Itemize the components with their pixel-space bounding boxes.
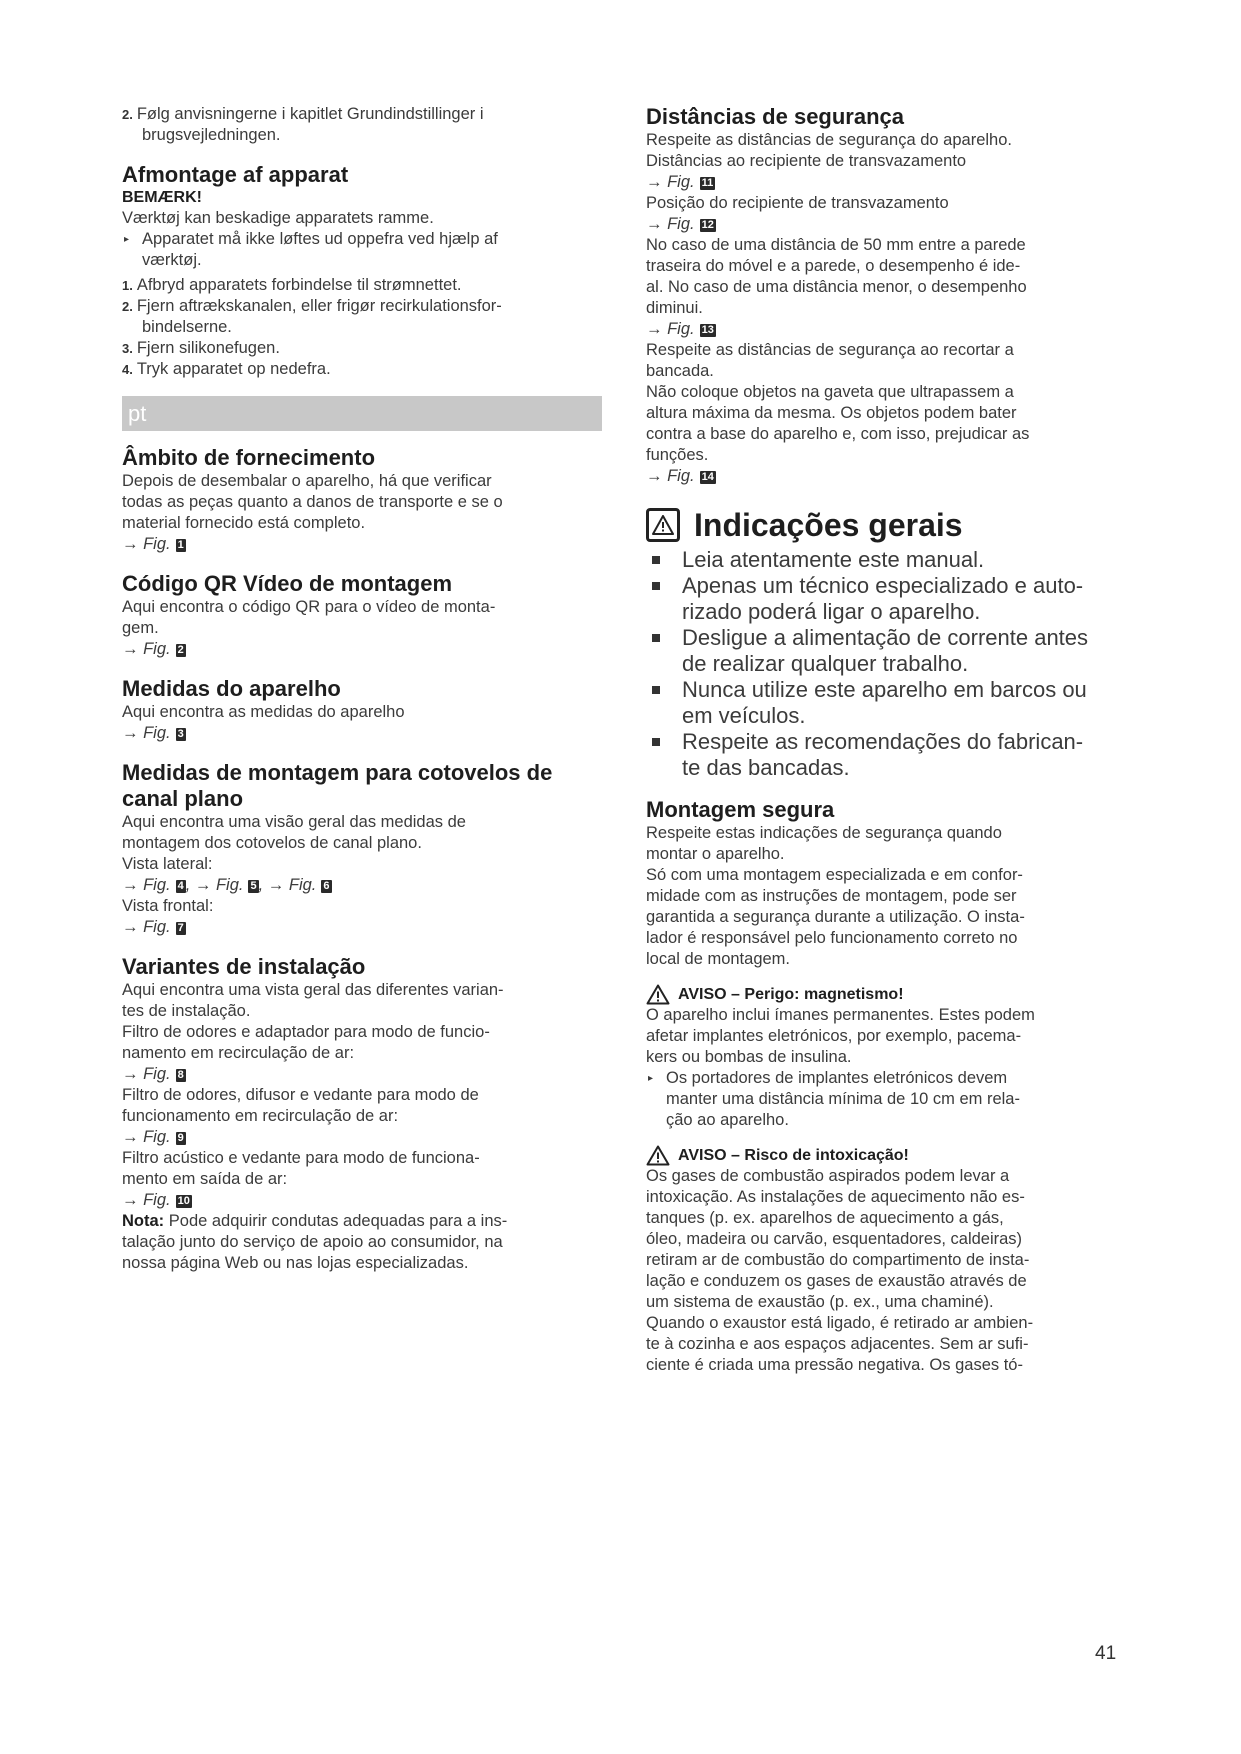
- list-item: 3. Fjern silikonefugen.: [122, 339, 280, 357]
- notice-label: BEMÆRK!: [122, 189, 202, 206]
- figure-badge: 11: [701, 177, 714, 189]
- section-title-qr: Código QR Vídeo de montagem: [122, 571, 453, 596]
- warning-magnetism: AVISO – Perigo: magnetismo!: [646, 984, 1142, 1005]
- figure-badge: 10: [177, 1195, 190, 1207]
- list-item: 1. Afbryd apparatets forbindelse til strømnettet.: [122, 276, 462, 294]
- square-bullet-icon: [652, 556, 660, 564]
- figure-badge: 2: [177, 644, 184, 656]
- list-item: Respeite as recomendações do fabrican- te das bancadas.: [646, 729, 1142, 781]
- figure-badge: 4: [177, 880, 184, 892]
- figure-reference: → Fig. 2: [122, 640, 184, 658]
- general-indications-header: [646, 507, 1142, 543]
- notice-text: Værktøj kan beskadige apparatets ramme.: [122, 209, 434, 227]
- section-title-cotovelos: Medidas de montagem para cotovelos de canal plano: [122, 760, 553, 811]
- section-title-distancias: Distâncias de segurança: [646, 104, 905, 129]
- section-title-variantes: Variantes de instalação: [122, 954, 366, 979]
- warning-action: ▸ Os portadores de implantes eletrónicos devem manter uma distância mínima de 10 cm em rela- ção ao aparelho.: [648, 1069, 1020, 1129]
- figure-badge: 8: [177, 1069, 184, 1081]
- section-title-indicacoes: Indicações gerais: [694, 507, 963, 543]
- figure-reference: → Fig. 3: [122, 724, 184, 742]
- list-item: 4. Tryk apparatet op nedefra.: [122, 360, 331, 378]
- figure-badge: 12: [701, 219, 714, 231]
- figure-badge: 1: [177, 539, 184, 551]
- warning-triangle-icon: [646, 1145, 670, 1166]
- list-item: Desligue a alimentação de corrente antes de realizar qualquer trabalho.: [646, 625, 1142, 677]
- section-title-afmontage: Afmontage af apparat: [122, 162, 349, 187]
- figure-badge: 3: [177, 728, 184, 740]
- figure-badge: 14: [701, 471, 714, 483]
- figure-reference: → Fig. 11: [646, 173, 714, 191]
- section-title-medidas: Medidas do aparelho: [122, 676, 341, 701]
- figure-badge: 13: [701, 324, 714, 336]
- language-tag-bar: pt: [122, 396, 602, 431]
- figure-reference: → Fig. 10: [122, 1191, 190, 1209]
- figure-badge: 6: [323, 880, 330, 892]
- triangle-bullet-icon: ▸: [124, 234, 130, 245]
- figure-reference: → Fig. 7: [122, 918, 184, 936]
- list-item: Nunca utilize este aparelho em barcos ou em veículos.: [646, 677, 1142, 729]
- warning-triangle-icon: [646, 984, 670, 1005]
- figure-reference: → Fig. 4 , → Fig. 5 , → Fig. 6: [122, 876, 330, 894]
- note: Nota: Pode adquirir condutas adequadas para a ins-: [122, 1212, 508, 1230]
- right-column: Distâncias de segurança Respeite as distâncias de segurança do aparelho. Distâncias ao recipiente de transvazamento → Fig. 11 Posição do recipiente de transvazamento → Fig. 12 No caso de uma distância de 50 mm entre a parede traseira do móvel e a parede, o desempenho é ide- al. No caso de uma distância menor, o desempenho diminui. → Fig. 13 Respeite as distâncias de segurança ao recortar a bancada. Não coloque objetos na gaveta que ultrapassem a altura máxima da mesma. Os objetos podem bater contra a base do aparelho e, com isso, prejudicar as funções. → Fig. 14 Indicações gerais Leia atentamente este manual. Apenas um técnico especializado e auto- rizado poderá ligar o aparelho. Desligue a alimentação de corrente antes de realizar qualquer trabalho. Nunca utilize este aparelho em barcos ou em veículos. Respeite as recomendações do fabrican- te das bancadas. Montagem segura Respeite estas indicações de segurança quando montar o aparelho. Só com uma montagem especializada e em confor- midade com as instruções de montagem, pode ser garantida a segurança durante a utilização. O insta- lador é responsável pelo funcionamento correto no local de montagem. AVISO – Perigo: magnetismo! O aparelho inclui ímanes permanentes. Estes podem afetar implantes eletrónicos, por exemplo, pacema- kers ou bombas de insulina. ▸ Os portadores de implantes eletrónicos devem manter uma distância mínima de 10 cm em rela- ção ao aparelho. AVISO – Risco de intoxicação! Os gases de combustão aspirados podem levar a intoxicação. As instalações de aquecimento não es- tanques (p. ex. aparelhos de aquecimento a gás, óleo, madeira ou carvão, esquentadores, caldeiras) retiram ar de combustão do compartimento de insta- lação e conduzem os gases de exaustão através de um sistema de exaustão (p. ex., uma chaminé). Quando o exaustor está ligado, é retirado ar ambien- te à cozinha e aos espaços adjacentes. Sem ar sufi- ciente é criada uma pressão negativa. Os gases tó-: [646, 104, 1142, 1376]
- figure-badge: 7: [177, 922, 184, 934]
- figure-badge: 5: [250, 880, 257, 892]
- square-bullet-icon: [652, 634, 660, 642]
- figure-reference: → Fig. 13: [646, 320, 714, 338]
- section-title-ambito: Âmbito de fornecimento: [122, 445, 376, 470]
- page-number: 41: [1095, 1643, 1117, 1664]
- list-item: 2. Følg anvisningerne i kapitlet Grundindstillinger i brugsvejledningen.: [122, 105, 484, 144]
- figure-reference: → Fig. 14: [646, 467, 714, 485]
- list-item: Apenas um técnico especializado e auto- rizado poderá ligar o aparelho.: [646, 573, 1142, 625]
- section-title-montagem: Montagem segura: [646, 797, 835, 822]
- square-bullet-icon: [652, 582, 660, 590]
- list-item: 2. Fjern aftrækskanalen, eller frigør recirkulationsfor- bindelserne.: [122, 297, 502, 336]
- figure-reference: → Fig. 12: [646, 215, 714, 233]
- triangle-bullet-icon: ▸: [648, 1073, 654, 1084]
- figure-reference: → Fig. 9: [122, 1128, 184, 1146]
- figure-reference: → Fig. 8: [122, 1065, 184, 1083]
- list-item: Leia atentamente este manual.: [646, 547, 1142, 573]
- figure-reference: → Fig. 1: [122, 535, 184, 553]
- left-column: 2. Følg anvisningerne i kapitlet Grundindstillinger i brugsvejledningen. Afmontage af apparat BEMÆRK! Værktøj kan beskadige apparatets ramme. ▸ Apparatet må ikke løftes ud oppefra ved hjælp af værktøj. 1. Afbryd apparatets forbindelse til strømnettet. 2. Fjern aftrækskanalen, eller frigør recirkulationsfor- bindelserne. 3. Fjern silikonefugen. 4. Tryk apparatet op nedefra. pt Âmbito de fornecimento Depois de desembalar o aparelho, há que verificar todas as peças quanto a danos de transporte e se o material fornecido está completo. → Fig. 1 Código QR Vídeo de montagem Aqui encontra o código QR para o vídeo de monta- gem. → Fig. 2 Medidas do aparelho Aqui encontra as medidas do aparelho → Fig. 3 Medidas de montagem para cotovelos de canal plano Aqui encontra uma visão geral das medidas de montagem dos cotovelos de canal plano. Vista lateral: → Fig. 4 , → Fig. 5 , → Fig. 6 Vista frontal: → Fig. 7 Variantes de instalação Aqui encontra uma vista geral das diferentes varian- tes de instalação. Filtro de odores e adaptador para modo de funcio- namento em recirculação de ar: → Fig. 8 Filtro de odores, difusor e vedante para modo de funcionamento em recirculação de ar: → Fig. 9 Filtro acústico e vedante para modo de funciona- mento em saída de ar: → Fig. 10 Nota: Pode adquirir condutas adequadas para a ins- talação junto do serviço de apoio ao consumidor, na nossa página Web ou nas lojas especializadas.: [122, 104, 602, 1274]
- notice-action: ▸ Apparatet må ikke løftes ud oppefra ved hjælp af værktøj.: [124, 230, 498, 269]
- square-bullet-icon: [652, 686, 660, 694]
- warning-icon: [646, 508, 680, 542]
- square-bullet-icon: [652, 738, 660, 746]
- warning-intoxication: AVISO – Risco de intoxicação!: [646, 1145, 1142, 1166]
- figure-badge: 9: [177, 1132, 184, 1144]
